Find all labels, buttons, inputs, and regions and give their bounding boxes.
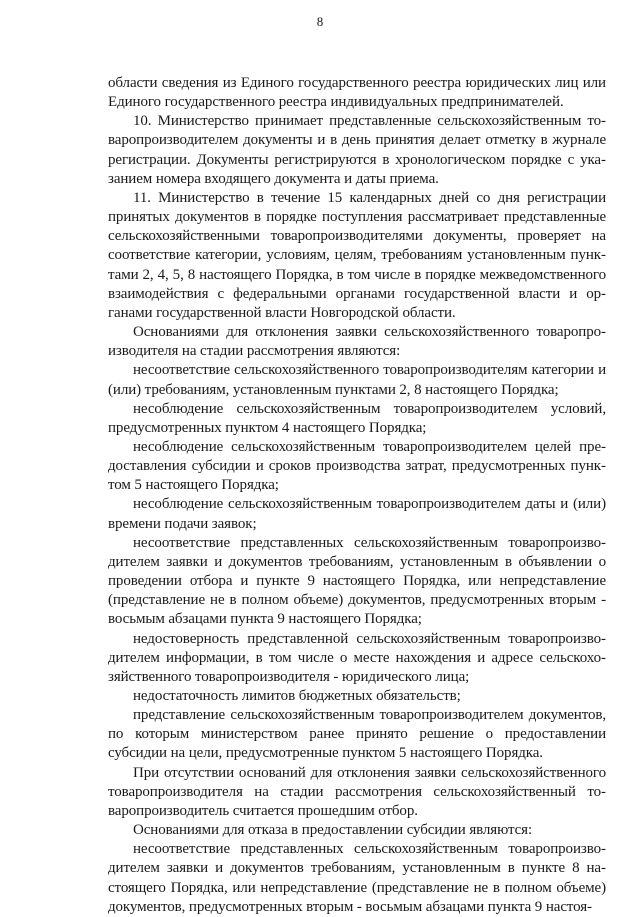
paragraph-rejection-ground: несоответствие представленных сельскохозяйственным товаропроизводителем заявки и документов требованиям, установленным в объявлении о проведении отбора и пункте 9 настоящего Порядка, или непредставление (представление не в полном объеме) документов, предусмотренных вторым - восьмым абзацами пункта 9 настоящего Порядка; (108, 534, 606, 628)
paragraph-rejection-ground: недостоверность представленной сельскохозяйственным товаропроизводителем информации, в том числе о месте нахождения и адресе сельскохозяйственного товаропроизводителя - юридического лица; (108, 630, 606, 685)
paragraph-continuation: области сведения из Единого государственного реестра юридических лиц или Единого государственного реестра индивидуальных предпринимателей. (108, 75, 606, 111)
paragraph-rejection-ground: несоблюдение сельскохозяйственным товаропроизводителем целей предоставления субсидии и сроков производства затрат, предусмотренных пунктом 5 настоящего Порядка; (108, 438, 606, 494)
paragraph-item-11: 11. Министерство в течение 15 календарных дней со дня регистрации принятых документов в порядке поступления рассматривает представленные сельскохозяйственными товаропроизводителями документы, проверяет на соответствие категории, условиям, целям, требованиям установленным пунктами 2, 4, 5, 8 настоящего Порядка, в том числе в порядке межведомственного взаимодействия с федеральными органами государственной власти и органами государственной власти Новгородской области. (108, 189, 606, 321)
paragraph-rejection-ground: недостаточность лимитов бюджетных обязательств; (133, 688, 461, 704)
document-body (108, 74, 606, 917)
paragraph-passed-selection: При отсутствии оснований для отклонения заявки сельскохозяйственного товаропроизводителя на стадии рассмотрения сельскохозяйственный товаропроизводитель считается прошедшим отбор. (108, 764, 606, 819)
paragraph-item-10: 10. Министерство принимает представленные сельскохозяйственным товаропроизводителем документы и в день принятия делает отметку в журнале регистрации. Документы регистрируются в хронологическом порядке с указанием номера входящего документа и даты приема. (108, 113, 606, 187)
paragraph-refusal-grounds-intro: Основаниями для отказа в предоставлении субсидии являются: (133, 822, 533, 839)
paragraph-rejection-ground: несоблюдение сельскохозяйственным товаропроизводителем даты и (или) времени подачи заявок; (108, 496, 606, 532)
paragraph-rejection-grounds-intro: Основаниями для отклонения заявки сельскохозяйственного товаропроизводителя на стадии рассмотрения являются: (108, 324, 606, 360)
paragraph-rejection-ground: несоблюдение сельскохозяйственным товаропроизводителем условий, предусмотренных пунктом 4 настоящего Порядка; (108, 400, 606, 436)
paragraph-rejection-ground: несоответствие сельскохозяйственного товаропроизводителям категории и (или) требованиям, установленным пунктами 2, 8 настоящего Порядка; (108, 362, 606, 398)
paragraph-refusal-ground: несоответствие представленных сельскохозяйственным товаропроизводителем заявки и документов требованиям, установленным в пункте 8 настоящего Порядка, или непредставление (представление не в полном объеме) документов, предусмотренных вторым - восьмым абзацами пункта 9 настоя- (108, 841, 606, 915)
paragraph-rejection-ground: представление сельскохозяйственным товаропроизводителем документов, по которым министерством ранее принято решение о предоставлении субсидии на цели, предусмотренные пунктом 5 настоящего Порядка. (108, 707, 606, 762)
page-number: 8 (316, 14, 324, 29)
